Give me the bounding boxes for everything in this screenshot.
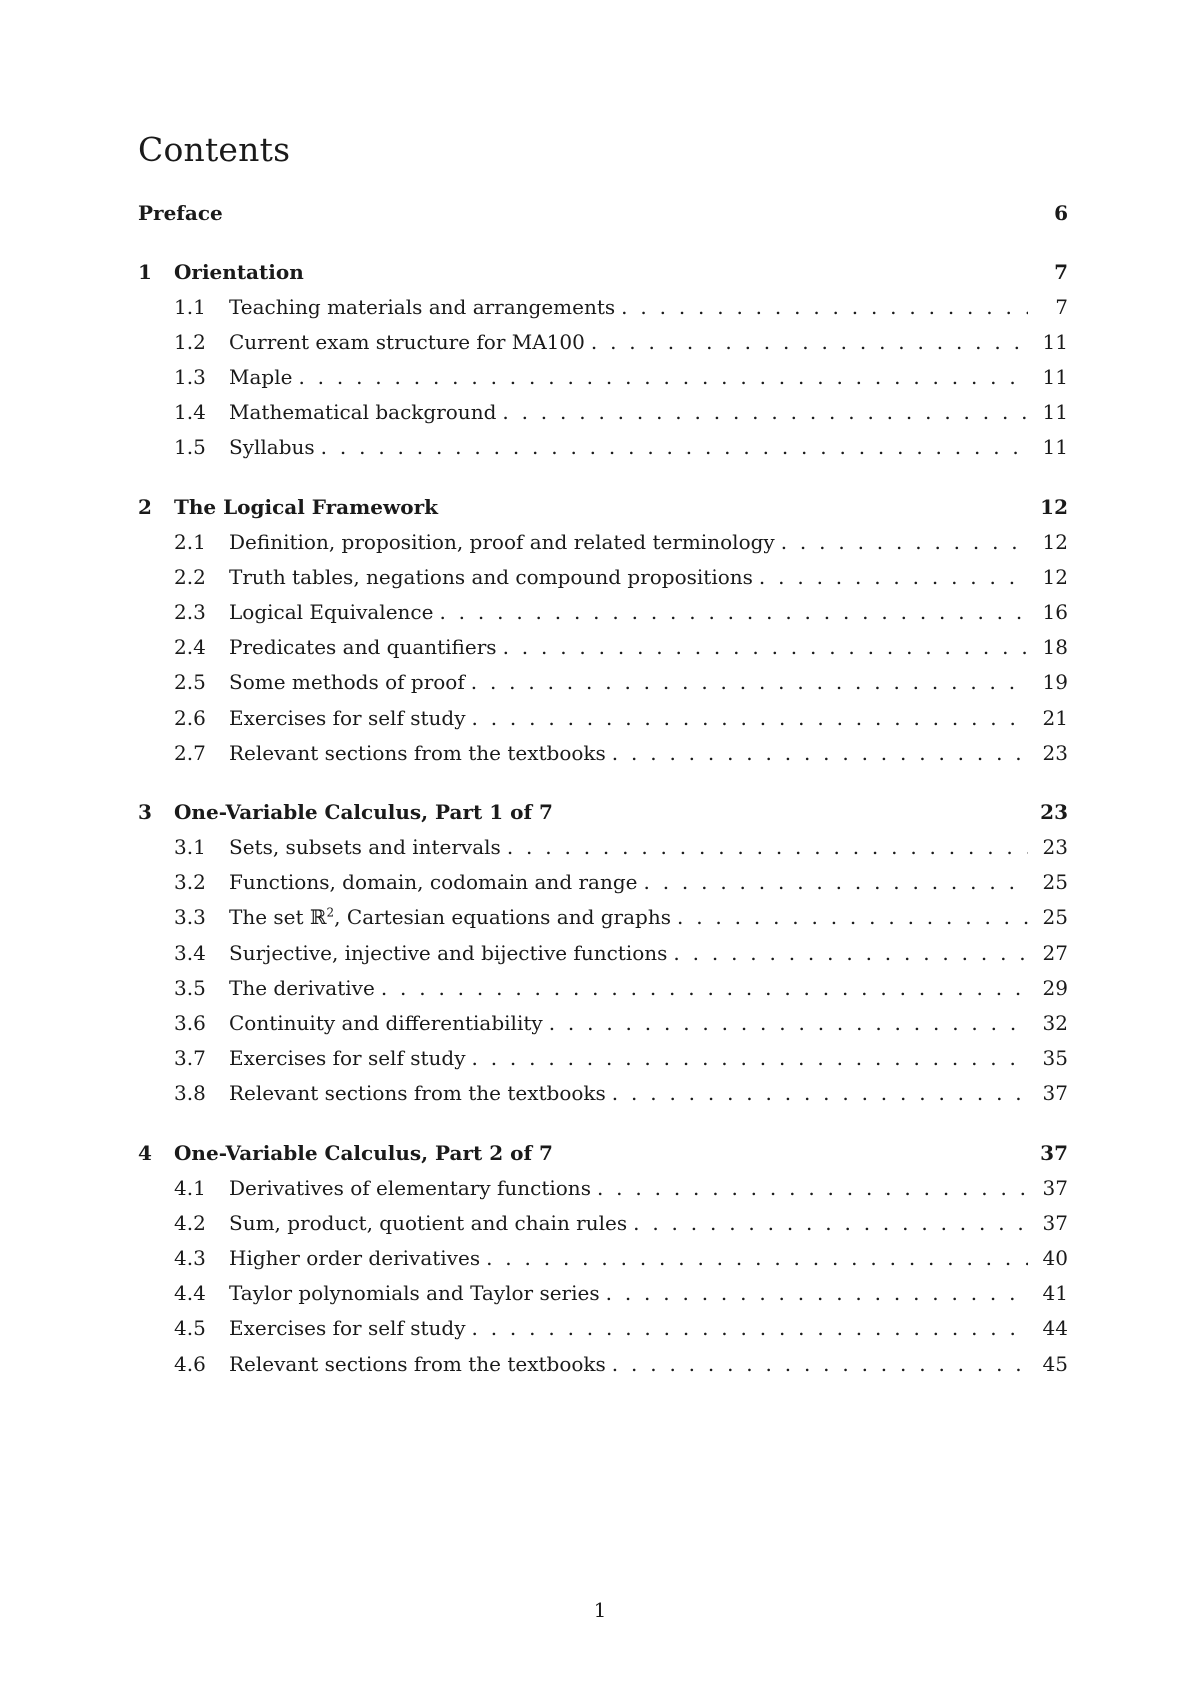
preface-page: 6	[1054, 200, 1068, 225]
toc-section[interactable]	[138, 971, 1068, 1006]
section-number: 3.4	[174, 940, 206, 965]
page-title: Contents	[138, 130, 291, 169]
chapter-heading[interactable]	[138, 490, 1068, 525]
section-number: 4.1	[174, 1175, 206, 1200]
chapter-number: 4	[138, 1140, 152, 1165]
leader-dots	[472, 1311, 1029, 1346]
section-number: 3.8	[174, 1081, 206, 1106]
section-page: 32	[1042, 1011, 1068, 1036]
toc-section[interactable]	[138, 701, 1068, 736]
section-page: 25	[1042, 870, 1068, 895]
section-number: 2.2	[174, 564, 206, 589]
leader-dots	[321, 430, 1028, 465]
chapter-title: One-Variable Calculus, Part 1 of 7	[174, 800, 553, 825]
section-number: 3.2	[174, 870, 206, 895]
leader-dots	[486, 1241, 1028, 1276]
section-title: Current exam structure for MA100	[229, 329, 585, 354]
leader-dots	[502, 395, 1028, 430]
section-title: Functions, domain, codomain and range	[229, 870, 638, 895]
section-page: 12	[1042, 564, 1068, 589]
section-title: Relevant sections from the textbooks	[229, 1351, 606, 1376]
section-title: Relevant sections from the textbooks	[229, 1081, 606, 1106]
toc-section[interactable]	[138, 525, 1068, 560]
chapter-1	[138, 255, 1068, 466]
chapter-3	[138, 795, 1068, 1112]
toc-section[interactable]	[138, 595, 1068, 630]
leader-dots	[549, 1006, 1028, 1041]
leader-dots	[612, 736, 1028, 771]
leader-dots	[472, 701, 1029, 736]
table-of-contents	[138, 130, 1068, 1382]
section-page: 11	[1042, 435, 1068, 460]
section-number: 4.3	[174, 1246, 206, 1271]
preface-label: Preface	[138, 200, 223, 225]
section-title: Derivatives of elementary functions	[229, 1175, 591, 1200]
section-number: 3.3	[174, 905, 206, 930]
section-title: Exercises for self study	[229, 705, 466, 730]
section-number: 2.5	[174, 670, 206, 695]
leader-dots	[597, 1171, 1028, 1206]
chapter-heading[interactable]	[138, 255, 1068, 290]
section-number: 3.5	[174, 975, 206, 1000]
toc-section[interactable]	[138, 290, 1068, 325]
toc-section[interactable]	[138, 1241, 1068, 1276]
leader-dots	[612, 1347, 1028, 1382]
section-page: 11	[1042, 365, 1068, 389]
page-number: 1	[593, 1598, 607, 1622]
section-title: Logical Equivalence	[229, 600, 434, 625]
toc-section[interactable]	[138, 630, 1068, 665]
toc-section[interactable]	[138, 665, 1068, 700]
chapter-number: 2	[138, 494, 152, 519]
leader-dots	[472, 1041, 1029, 1076]
chapter-page: 37	[1040, 1140, 1068, 1165]
toc-section[interactable]	[138, 900, 1068, 935]
section-number: 2.7	[174, 740, 206, 765]
section-page: 16	[1042, 600, 1068, 625]
leader-dots	[643, 865, 1028, 900]
section-page: 41	[1042, 1281, 1068, 1306]
toc-section[interactable]	[138, 736, 1068, 771]
chapter-page: 23	[1040, 800, 1068, 825]
section-number: 1.4	[174, 400, 206, 425]
section-page: 37	[1042, 1175, 1068, 1200]
leader-dots	[439, 595, 1028, 630]
toc-section[interactable]	[138, 1006, 1068, 1041]
section-number: 4.6	[174, 1351, 206, 1376]
chapter-title: One-Variable Calculus, Part 2 of 7	[174, 1140, 553, 1165]
section-page: 11	[1042, 329, 1068, 354]
leader-dots	[591, 325, 1028, 360]
section-page: 37	[1042, 1210, 1068, 1235]
section-title: Maple	[229, 365, 293, 389]
section-page: 29	[1042, 975, 1068, 1000]
section-page: 18	[1042, 635, 1068, 660]
section-title: Higher order derivatives	[229, 1246, 481, 1271]
toc-section[interactable]	[138, 865, 1068, 900]
section-title: The derivative	[229, 975, 375, 1000]
toc-section[interactable]	[138, 1206, 1068, 1241]
leader-dots	[381, 971, 1028, 1006]
section-number: 1.3	[174, 365, 206, 389]
toc-section[interactable]	[138, 1276, 1068, 1311]
section-title: Definition, proposition, proof and related terminology	[229, 529, 775, 554]
leader-dots	[621, 290, 1028, 325]
section-number: 4.4	[174, 1281, 206, 1306]
superscript: 2	[326, 905, 335, 920]
leader-dots	[471, 665, 1028, 700]
toc-section[interactable]	[138, 560, 1068, 595]
section-number: 4.5	[174, 1316, 206, 1341]
section-number: 1.5	[174, 435, 206, 460]
section-page: 27	[1042, 940, 1068, 965]
section-page: 23	[1042, 740, 1068, 765]
section-number: 3.7	[174, 1046, 206, 1071]
section-page: 44	[1042, 1316, 1068, 1341]
chapter-number: 1	[138, 259, 152, 284]
section-title: Exercises for self study	[229, 1046, 466, 1071]
section-page: 19	[1042, 670, 1068, 695]
section-title: Truth tables, negations and compound propositions	[229, 564, 753, 589]
section-page: 35	[1042, 1046, 1068, 1071]
toc-section[interactable]	[138, 395, 1068, 430]
chapter-heading[interactable]	[138, 795, 1068, 830]
section-page: 23	[1042, 835, 1068, 860]
toc-section[interactable]	[138, 830, 1068, 865]
section-page: 25	[1042, 905, 1068, 930]
section-title: Teaching materials and arrangements	[229, 294, 616, 319]
section-number: 1.1	[174, 294, 206, 319]
leader-dots	[673, 936, 1028, 971]
section-title: Sets, subsets and intervals	[229, 835, 501, 860]
chapter-title: Orientation	[174, 259, 304, 284]
chapter-heading[interactable]	[138, 1136, 1068, 1171]
section-title: Surjective, injective and bijective functions	[229, 940, 668, 965]
leader-dots	[298, 360, 1028, 395]
leader-dots	[759, 560, 1028, 595]
section-title: Sum, product, quotient and chain rules	[229, 1210, 628, 1235]
toc-section[interactable]	[138, 325, 1068, 360]
section-number: 2.4	[174, 635, 206, 660]
toc-section[interactable]	[138, 1076, 1068, 1111]
section-number: 2.6	[174, 705, 206, 730]
section-page: 7	[1055, 294, 1068, 319]
section-number: 1.2	[174, 329, 206, 354]
section-title: Taylor polynomials and Taylor series	[229, 1281, 600, 1306]
section-title: Predicates and quantifiers	[229, 635, 497, 660]
section-title: Exercises for self study	[229, 1316, 466, 1341]
leader-dots	[781, 525, 1028, 560]
section-number: 4.2	[174, 1210, 206, 1235]
leader-dots	[633, 1206, 1028, 1241]
section-number: 2.3	[174, 600, 206, 625]
section-page: 11	[1042, 400, 1068, 425]
chapter-page: 12	[1040, 494, 1068, 519]
chapter-title: The Logical Framework	[174, 494, 438, 519]
chapter-4	[138, 1136, 1068, 1382]
leader-dots	[677, 900, 1028, 935]
section-title	[229, 900, 677, 935]
toc-section[interactable]	[138, 936, 1068, 971]
section-title-post: , Cartesian equations and graphs	[334, 905, 671, 930]
section-page: 45	[1042, 1351, 1068, 1376]
section-number: 2.1	[174, 529, 206, 554]
section-title: Relevant sections from the textbooks	[229, 740, 606, 765]
section-number: 3.6	[174, 1011, 206, 1036]
section-title-pre: The set ℝ	[229, 905, 327, 930]
chapter-number: 3	[138, 800, 152, 825]
toc-section[interactable]	[138, 1041, 1068, 1076]
leader-dots	[612, 1076, 1028, 1111]
toc-section[interactable]	[138, 430, 1068, 465]
section-title: Some methods of proof	[229, 670, 465, 695]
leader-dots	[503, 630, 1028, 665]
section-title: Continuity and differentiability	[229, 1011, 543, 1036]
preface-entry[interactable]	[138, 196, 1068, 231]
section-page: 21	[1042, 705, 1068, 730]
leader-dots	[606, 1276, 1028, 1311]
leader-dots	[507, 830, 1028, 865]
section-page: 12	[1042, 529, 1068, 554]
chapter-page: 7	[1054, 259, 1068, 284]
section-number: 3.1	[174, 835, 206, 860]
section-title: Syllabus	[229, 435, 315, 460]
chapter-2	[138, 490, 1068, 771]
toc-section[interactable]	[138, 1171, 1068, 1206]
toc-section[interactable]	[138, 1311, 1068, 1346]
section-page: 40	[1042, 1246, 1068, 1271]
section-page: 37	[1042, 1081, 1068, 1106]
toc-section[interactable]	[138, 1347, 1068, 1382]
section-title: Mathematical background	[229, 400, 497, 425]
toc-section[interactable]	[138, 360, 1068, 395]
